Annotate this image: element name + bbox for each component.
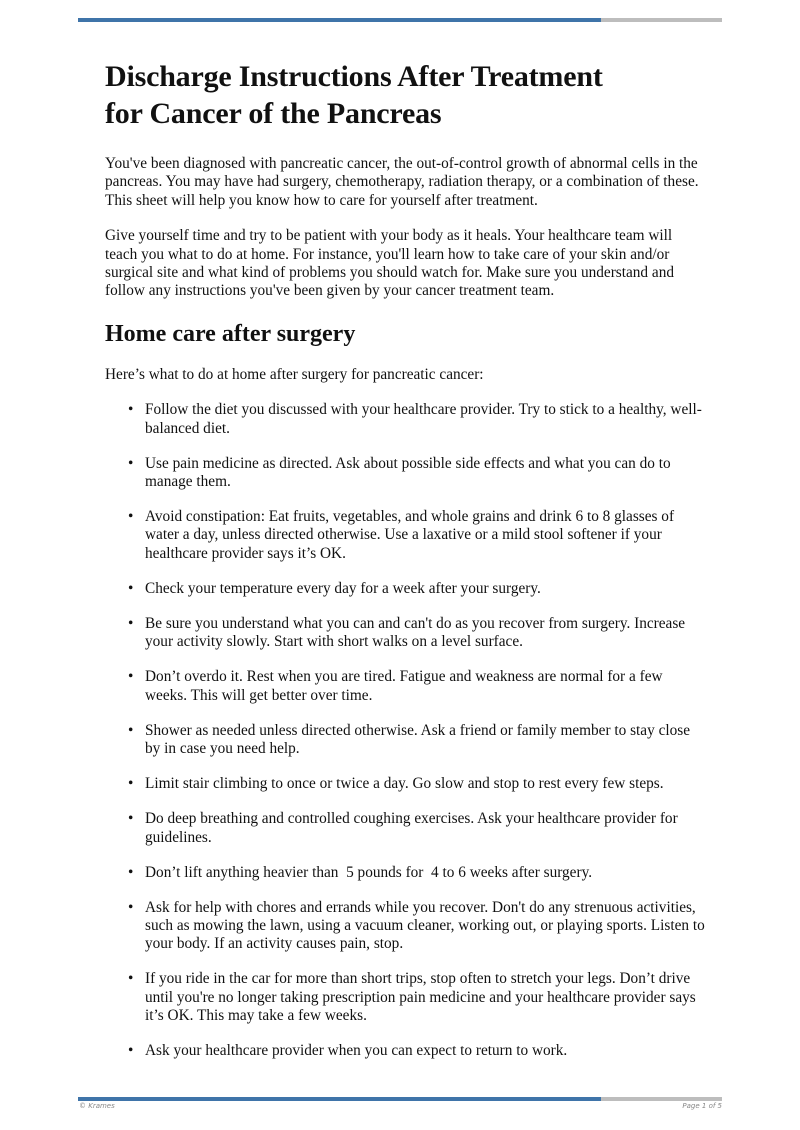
list-item-text: Be sure you understand what you can and can't do as you recover from surgery. Increase your activity slowly. Start with short walks on a level surface. [145,614,686,651]
list-item [128,898,705,954]
list-item-text: Don’t overdo it. Rest when you are tired. Fatigue and weakness are normal for a few weeks. This will get better over time. [145,668,663,704]
list-item-text: Ask for help with chores and errands while you recover. Don't do any strenuous activities, such as mowing the lawn, using a vacuum cleaner, working out, or playing sports. Listen to your body. If an activity causes pain, stop. [145,898,705,953]
list-item [128,721,705,759]
bullet-icon: • [128,775,134,793]
list-item [128,614,705,652]
accent-bar-gray [601,18,722,22]
bullet-icon: • [128,898,134,916]
list-item [128,668,705,705]
list-item-text: Check your temperature every day for a week after your surgery. [145,579,541,597]
footer-accent-bar [78,1097,722,1101]
bullet-icon: • [128,668,134,686]
accent-bar-blue [78,18,601,22]
list-item [128,863,705,882]
list-item [128,775,705,793]
bullet-icon: • [128,579,134,597]
bullet-icon: • [128,401,134,419]
bullet-icon: • [128,454,134,472]
list-item [128,810,705,847]
list-item [128,454,705,492]
intro-paragraph: You've been diagnosed with pancreatic cancer, the out-of-control growth of abnormal cells in the pancreas. You may have had surgery, chemotherapy, radiation therapy, or a combination of these. This sheet will help you know how to care for yourself after treatment. [105,155,699,209]
list-item-text: Ask your healthcare provider when you can expect to return to work. [145,1042,568,1060]
section-heading: Home care after surgery [105,320,356,347]
list-item [128,401,705,438]
document-body [105,58,705,1077]
list-item-text: Use pain medicine as directed. Ask about possible side effects and what you can do to manage them. [145,454,671,491]
list-item [128,508,705,563]
intro-paragraph: Give yourself time and try to be patient with your body as it heals. Your healthcare team will teach you what to do at home. For instance, you'll learn how to take care of your skin and/or surgical site and what kind of problems you should watch for. Make sure you understand and follow any instructions you've been given by your cancer treatment team. [105,227,674,300]
list-item-text: Shower as needed unless directed otherwise. Ask a friend or family member to stay close by in case you need help. [145,721,691,758]
bullet-icon: • [128,863,134,881]
accent-bar-gray [601,1097,722,1101]
list-item-text: Don’t lift anything heavier than 5 pounds for 4 to 6 weeks after surgery. [145,863,593,881]
list-item [128,970,705,1025]
list-item-text: Limit stair climbing to once or twice a day. Go slow and stop to rest every few steps. [145,775,664,793]
list-item-text: Avoid constipation: Eat fruits, vegetables, and whole grains and drink 6 to 8 glasses of water a day, unless directed otherwise. Use a laxative or a mild stool softener if your healthcare provider says it’s OK. [145,508,675,562]
title-line-1: Discharge Instructions After Treatment [105,60,603,93]
copyright-text: © Krames [79,1102,115,1110]
bullet-icon: • [128,1042,134,1060]
bullet-icon: • [128,721,134,739]
home-care-list [105,401,705,1060]
page-footer [79,1102,722,1110]
document-title [105,58,705,132]
bullet-icon: • [128,508,134,526]
bullet-icon: • [128,810,134,828]
accent-bar-blue [78,1097,601,1101]
section-lead: Here’s what to do at home after surgery for pancreatic cancer: [105,365,484,383]
header-accent-bar [78,18,722,22]
list-item-text: Follow the diet you discussed with your healthcare provider. Try to stick to a healthy, well-balanced diet. [145,401,702,437]
page-indicator: Page 1 of 5 [682,1102,722,1110]
title-line-2: for Cancer of the Pancreas [105,97,442,130]
list-item [128,1042,705,1060]
list-item-text: Do deep breathing and controlled coughing exercises. Ask your healthcare provider for guidelines. [145,810,678,846]
list-item [128,579,705,598]
bullet-icon: • [128,614,134,632]
list-item-text: If you ride in the car for more than short trips, stop often to stretch your legs. Don’t drive until you're no longer taking prescription pain medicine and your healthcare provider says it’s OK. This may take a few weeks. [145,970,696,1025]
bullet-icon: • [128,970,134,988]
